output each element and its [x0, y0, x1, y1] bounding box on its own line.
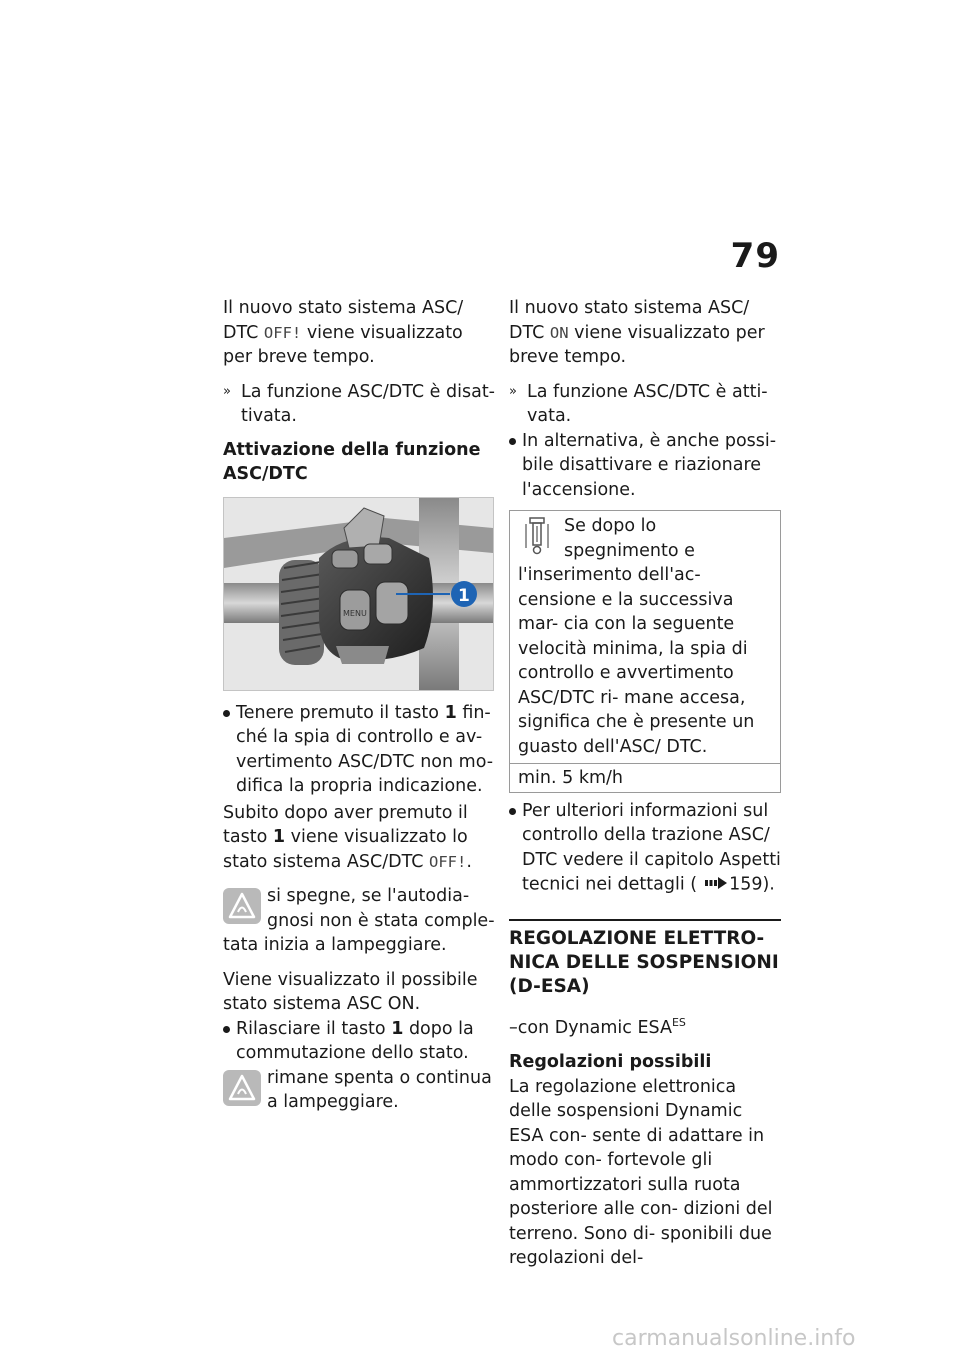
callout-number: 1 [458, 585, 470, 606]
result-arrow-icon: » [509, 383, 517, 399]
note-min-speed: min. 5 km/h [510, 763, 780, 792]
bullet-dot [509, 438, 516, 445]
note-text: Se dopo lo spegnimento e l'inserimento dell'ac- censione e la successiva mar- cia con la seguente velocità minima, la spia di controllo e avvertimento ASC/DTC ri- mane accesa, significa che è presente un guasto dell'ASC/ DTC. [518, 516, 755, 757]
warning-light-note: rimane spenta o continua a lampeggiare. [223, 1066, 495, 1115]
heading-activation: Attivazione della funzione ASC/DTC [223, 439, 481, 484]
bullet-dot [223, 1026, 230, 1033]
right-column [509, 296, 781, 1281]
section-divider [509, 919, 781, 921]
status-off-text: OFF! [263, 323, 302, 342]
paragraph-after-press: Subito dopo aver premuto il tasto 1 viene visualizzato lo stato sistema ASC/DTC OFF!. [223, 802, 472, 872]
warning-light-note: si spegne, se l'autodia- gnosi non è stata comple- tata inizia a lampeggiare. [223, 886, 495, 955]
page-reference-link[interactable]: 159). [729, 874, 775, 895]
status-on-text: ON [549, 323, 569, 342]
result-item: » La funzione ASC/DTC è disat- tivata. [223, 381, 495, 426]
note-box [509, 510, 781, 793]
alternative-bullet: In alternativa, è anche possi- bile disattivare e riazionare l'accensione. [509, 429, 781, 503]
status-off-text: OFF! [429, 852, 467, 871]
paragraph-asc-off-status: Il nuovo stato sistema ASC/ DTC OFF! viene visualizzato per breve tempo. [223, 298, 464, 367]
subheading-possible-settings: Regolazioni possibili [509, 1052, 712, 1073]
watermark: carmanualsonline.info [612, 1326, 856, 1351]
warning-triangle-icon [223, 1070, 261, 1106]
bullet-dot [509, 808, 516, 815]
left-column [223, 296, 495, 1125]
paragraph-asc-on-status: Il nuovo stato sistema ASC/ DTC ON viene visualizzato per breve tempo. [509, 298, 765, 367]
paragraph-esa-description: La regolazione elettronica delle sospensioni Dynamic ESA con- sente di adattare in modo con- fortevole gli ammortizzatori sulla ruota posteriore alle con- dizioni del terreno. Sono di- sponibili due regolazioni del- [509, 1076, 773, 1269]
menu-button-label: MENU [343, 608, 367, 618]
option-line: –con Dynamic $ESA^{ES}$ [509, 1015, 686, 1038]
page-number: 79 [730, 236, 780, 276]
step-release-button: Rilasciare il tasto 1 dopo la commutazione dello stato. [223, 1017, 495, 1066]
warning-triangle-icon [223, 888, 261, 924]
paragraph-asc-on: Viene visualizzato il possibile stato sistema ASC ON. [223, 969, 478, 1014]
page-reference-arrow-icon [705, 872, 727, 897]
result-arrow-icon: » [223, 383, 231, 399]
option-code: ES [671, 1015, 686, 1029]
workshop-tool-icon [518, 514, 558, 558]
bullet-dot [223, 710, 230, 717]
result-item: » La funzione ASC/DTC è atti- vata. [509, 381, 768, 426]
handlebar-switch-illustration [224, 498, 493, 690]
step-press-button: Tenere premuto il tasto 1 fin- ché la spia di controllo e av- vertimento ASC/DTC non mo- difica la propria indicazione. [223, 701, 495, 799]
section-title: REGOLAZIONE ELETTRO- NICA DELLE SOSPENSIONI (D-ESA) [509, 927, 779, 997]
handlebar-switch-figure [223, 497, 494, 691]
more-info-bullet: Per ulteriori informazioni sul controllo della trazione ASC/ DTC vedere il capitolo Aspetti tecnici nei dettagli ( 159). [509, 799, 781, 897]
